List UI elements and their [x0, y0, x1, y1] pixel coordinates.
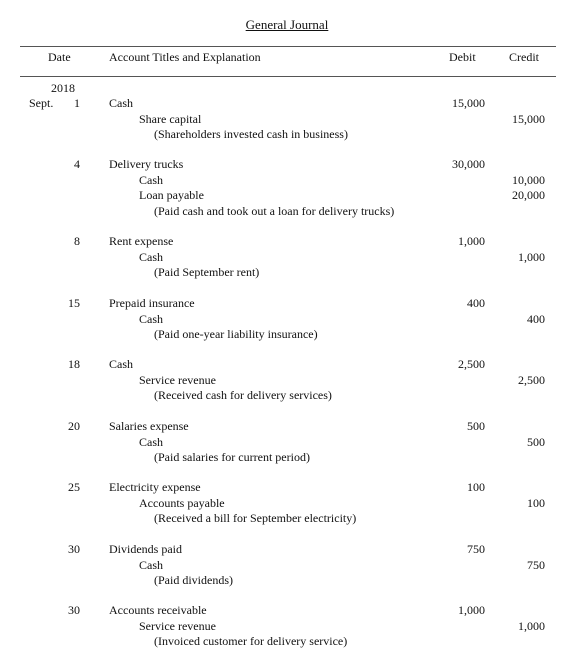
credit-account: Service revenue [139, 372, 216, 387]
debit-amount: 30,000 [452, 157, 485, 171]
credit-amount: 100 [527, 495, 545, 510]
credit-account: Cash [139, 249, 163, 264]
credit-header: Credit [509, 50, 539, 64]
journal-title: General Journal [245, 17, 329, 32]
credit-amount: 1,000 [518, 249, 545, 264]
entry-day: 30 [68, 542, 80, 556]
date-header: Date [48, 50, 71, 64]
entry-explanation: (Paid September rent) [154, 265, 260, 279]
debit-amount: 1,000 [458, 603, 485, 617]
entry-explanation: (Invoiced customer for delivery service) [154, 634, 348, 648]
credit-amount: 500 [527, 434, 545, 449]
debit-amount: 2,500 [458, 357, 485, 371]
entry-day: 1 [74, 96, 80, 110]
credit-account: Share capital [139, 111, 202, 126]
debit-amount: 15,000 [452, 96, 485, 110]
debit-amount: 400 [467, 296, 485, 310]
credit-account: Service revenue [139, 618, 216, 633]
debit-header: Debit [449, 50, 476, 64]
year-label: 2018 [51, 81, 75, 95]
entry-explanation: (Paid one-year liability insurance) [154, 327, 318, 341]
entry-day: 30 [68, 603, 80, 617]
credit-amount: 10,000 [512, 172, 545, 187]
debit-account: Electricity expense [109, 480, 201, 494]
credit-amount: 15,000 [512, 111, 545, 126]
entry-explanation: (Paid cash and took out a loan for delivery trucks) [154, 203, 395, 218]
entry-day: 25 [68, 480, 80, 494]
debit-amount: 750 [467, 542, 485, 556]
credit-account: Cash [139, 557, 163, 572]
entry-day: 18 [68, 357, 80, 371]
entry-explanation: (Received cash for delivery services) [154, 388, 332, 402]
credit-amount: 1,000 [518, 618, 545, 633]
credit-account: Loan payable [139, 188, 204, 202]
credit-account: Accounts payable [139, 495, 225, 510]
entry-day: 8 [74, 234, 80, 248]
debit-account: Accounts receivable [109, 603, 207, 617]
debit-account: Delivery trucks [109, 157, 184, 171]
debit-account: Prepaid insurance [109, 296, 195, 310]
debit-amount: 1,000 [458, 234, 485, 248]
credit-amount: 400 [527, 311, 545, 326]
debit-account: Rent expense [109, 234, 174, 248]
entry-day: 20 [68, 419, 80, 433]
debit-account: Cash [109, 96, 133, 110]
account-header: Account Titles and Explanation [109, 50, 261, 64]
entry-month: Sept. [29, 96, 54, 110]
debit-account: Salaries expense [109, 419, 189, 433]
header-top-rule [20, 46, 556, 47]
debit-amount: 500 [467, 419, 485, 433]
credit-account: Cash [139, 172, 163, 187]
entry-explanation: (Shareholders invested cash in business) [154, 127, 348, 141]
debit-amount: 100 [467, 480, 485, 494]
credit-amount: 2,500 [518, 372, 545, 387]
header-bottom-rule [20, 76, 556, 77]
entry-day: 4 [74, 157, 80, 171]
entry-explanation: (Paid salaries for current period) [154, 450, 310, 464]
credit-account: Cash [139, 434, 163, 449]
entry-explanation: (Received a bill for September electricity) [154, 511, 357, 525]
credit-amount: 750 [527, 557, 545, 572]
credit-amount: 20,000 [512, 188, 545, 202]
credit-account: Cash [139, 311, 163, 326]
debit-account: Dividends paid [109, 542, 182, 556]
entry-day: 15 [68, 296, 80, 310]
debit-account: Cash [109, 357, 133, 371]
entry-explanation: (Paid dividends) [154, 573, 233, 587]
